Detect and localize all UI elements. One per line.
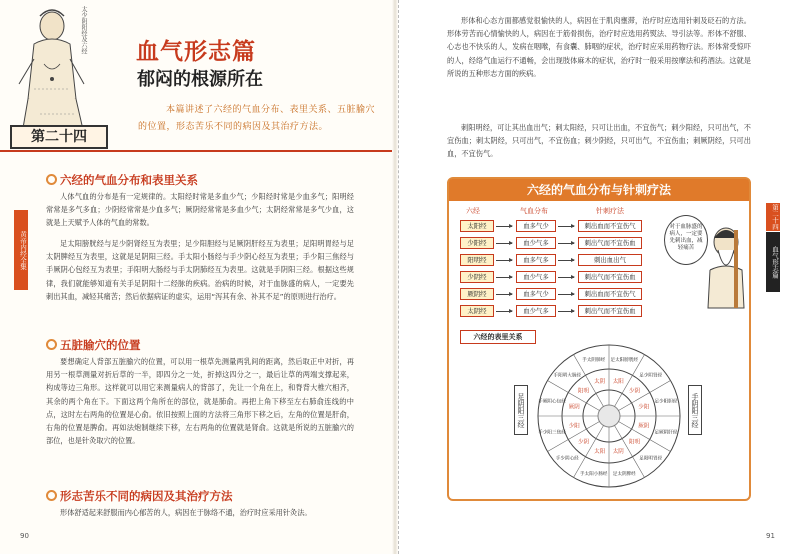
wheel-inner-label: 少阳	[568, 423, 580, 430]
wheel-outer-label: 足少阴肾经	[639, 373, 663, 379]
section-3-paragraph-1: 形体舒适起来舒服而内心郁苦的人，病因在于脉络不通，治疗时应采用针灸法。	[60, 508, 312, 517]
row-arrow	[496, 294, 512, 295]
wheel-outer-label: 手太阴肺经	[582, 358, 606, 364]
wheel-inner-label: 少阴	[578, 439, 590, 446]
row-arrow	[496, 226, 512, 227]
meridian-cell: 少阳经	[460, 237, 494, 249]
row-arrow	[496, 260, 512, 261]
right-paragraph-2: 刺阳明经，可让其出血出气；刺太阳经，只可让出血，不宜伤气；刺少阳经，只可出气，不宜伤血；刺太阴经，只可出气，不宜伤血；刺少阴经，只可出气，不宜伤血；刺厥阴经，只可出血，不宜伤气。	[447, 123, 751, 159]
distribution-cell: 血少气多	[516, 237, 556, 249]
distribution-cell: 血多气少	[516, 288, 556, 300]
wheel-inner-label: 太阴	[594, 379, 606, 386]
section-heading-1: 六经的气血分布和表里关系	[46, 172, 198, 188]
right-side-tab-top: 第二十四	[766, 203, 780, 231]
sage-figure-icon	[704, 220, 746, 310]
section-1-paragraph-2: 足太阳膀胱经与足少阴肾经互为表里；足少阳胆经与足厥阴肝经互为表里；足阳明胃经与足太阴脾经互为表里，这就是足阴阳三经。手太阳小肠经与手少阴心经互为表里；手少阳三焦经与手厥阴心包经互为表里；手阳明大肠经与手太阴肺经互为表里。这就是手阴阳三经。根据这些规律，我们就能够知道有关手足阴阳十二经脉的疾病。治病的时候，对于血脉盛的病人，一定要先刺出其血，减轻其痛苦；然后依据病证的虚实，运用“泻其有余、补其不足”的原则进行治疗。	[46, 239, 354, 301]
treatment-cell: 刺出血而不宜伤气	[578, 220, 642, 232]
wheel-inner-label: 厥阴	[568, 404, 580, 411]
row-arrow	[558, 294, 574, 295]
meridian-cell: 太阳经	[460, 220, 494, 232]
left-page-number: 90	[20, 532, 29, 540]
title-divider	[0, 150, 395, 152]
wheel-outer-label: 手阳明大肠经	[553, 373, 582, 379]
row-arrow	[496, 277, 512, 278]
section-bullet-icon	[46, 490, 57, 501]
treatment-cell: 刺出血出气	[578, 254, 642, 266]
section-heading-2: 五脏腧穴的位置	[46, 337, 141, 353]
intro-text: 本篇讲述了六经的气血分布、表里关系、五脏腧穴的位置，形态苦乐不同的病因及其治疗方法。	[138, 105, 376, 132]
treatment-cell: 刺出气而不宜伤血	[578, 271, 642, 283]
treatment-cell: 刺出气而不宜伤血	[578, 305, 642, 317]
section-1-paragraph-1: 人体气血的分布是有一定规律的。太阳经时常是多血少气；少阳经时常是少血多气；阳明经常常是多气多血；少阴经常常是少血多气；厥阴经常常是多血少气；太阴经常常是多气少血，这就是上天赋予人体的气血的常数。	[46, 192, 354, 228]
right-side-tab-bottom: 血气形志篇	[766, 232, 780, 292]
meridian-cell: 厥阴经	[460, 288, 494, 300]
wheel-inner-label: 太阳	[612, 379, 624, 386]
page-subtitle: 郁闷的根源所在	[137, 69, 263, 90]
section-2-paragraph-1: 要想确定人背部五脏腧穴的位置，可以用一根草先测量两乳间的距离，然后取正中对折，再用另一根草测量对折后草的一半，即四分之一处，折掉这四分之一，最后让草的两端支撑起来，构成等边三角形。这样就可以用它来测量病人的背部了，先让一个角在上，和脊背大椎穴相齐，其余的两个角在下。下面这两个角所在的部位，就是肺俞。再把上角下移至左右肺俞连线的中点，这时左右两角的位置是心俞。依旧按照上面的方法将三角形下移之后，左角的位置是肝俞，右角的位置是脾俞。再如法炮制继续下移，左右两角的位置就是肾俞。这就是所说的五脏腧穴的部位，也是针灸取穴的位置。	[46, 357, 354, 446]
distribution-cell: 血多气多	[516, 254, 556, 266]
section-bullet-icon	[46, 339, 57, 350]
row-arrow	[558, 260, 574, 261]
gutter-line	[398, 0, 399, 554]
section-heading-3: 形志苦乐不同的病因及其治疗方法	[46, 488, 233, 504]
meridian-cell: 太阴经	[460, 305, 494, 317]
left-side-tab: 黄帝内经全集	[14, 210, 28, 290]
treatment-cell: 刺出血而不宜伤气	[578, 288, 642, 300]
wheel-outer-label: 手厥阴心包经	[538, 399, 566, 405]
wheel-outer-label: 足阳明胃经	[639, 456, 663, 462]
wheel-outer-label: 足厥阴肝经	[654, 430, 678, 436]
row-arrow	[496, 311, 512, 312]
sage-illustration-icon	[14, 4, 104, 144]
wheel-inner-label: 阳明	[578, 388, 590, 395]
meridian-cell: 少阴经	[460, 271, 494, 283]
wheel-outer-label: 足少阳胆经	[654, 399, 678, 405]
wheel-inner-label: 少阳	[638, 404, 650, 411]
wheel-inner-label: 少阴	[628, 388, 640, 395]
row-arrow	[558, 277, 574, 278]
distribution-cell: 血多气少	[516, 220, 556, 232]
treatment-cell: 刺出气而不宜伤血	[578, 237, 642, 249]
left-label: 足阴阳三经	[514, 385, 528, 435]
wheel-inner-label: 阳明	[628, 439, 640, 446]
distribution-cell: 血少气多	[516, 271, 556, 283]
row-arrow	[558, 243, 574, 244]
right-label: 手阴阳三经	[688, 385, 702, 435]
wheel-inner-label: 厥阴	[638, 423, 650, 430]
row-arrow	[558, 226, 574, 227]
wheel-inner-label: 太阳	[594, 448, 606, 455]
chapter-label: 第二十四	[10, 125, 108, 149]
col-header-treatment: 针刺疗法	[596, 207, 624, 215]
distribution-cell: 血少气多	[516, 305, 556, 317]
wheel-inner-label: 太阴	[612, 448, 624, 455]
wheel-outer-label: 足太阴脾经	[612, 471, 636, 477]
col-header-distribution: 气血分布	[520, 207, 548, 215]
row-arrow	[558, 311, 574, 312]
meridian-cell: 阳明经	[460, 254, 494, 266]
illustration-caption: 太少阴阳经及六经	[80, 6, 87, 54]
right-page-number: 91	[766, 532, 775, 540]
row-arrow	[496, 243, 512, 244]
page-title: 血气形志篇	[136, 38, 256, 65]
col-header-meridian: 六经	[466, 207, 480, 215]
wheel-outer-label: 手少阴心经	[555, 456, 579, 462]
relation-title: 六经的表里关系	[460, 330, 536, 344]
wheel-outer-label: 手太阳小肠经	[579, 471, 608, 477]
speech-bubble: 对于血脉盛的病人，一定要先刺出血，减轻痛苦	[664, 215, 708, 265]
section-bullet-icon	[46, 174, 57, 185]
meridian-wheel	[536, 343, 682, 489]
wheel-outer-label: 手少阳三焦经	[538, 430, 566, 436]
right-paragraph-1: 形体和心态方面都感觉很愉快的人，病因在于肌肉壅滞，治疗时应选用针刺及砭石的方法。形体劳苦而心情愉快的人，病因在于筋骨损伤，治疗时应选用药熨法、导引法等。形体不舒服、心志也不快乐的人，发病在咽喉，有食囊、肺咽的症状，治疗时应采用药物疗法。形体常受惊吓的人，经络气血运行不通畅，会出现肢体麻木的症状，治疗时一般采用按摩法和药酒法。这就是所说的五种形志方面的疾病。	[447, 16, 751, 78]
wheel-outer-label: 足太阳膀胱经	[610, 358, 639, 364]
box-title: 六经的气血分布与针刺疗法	[449, 179, 749, 201]
